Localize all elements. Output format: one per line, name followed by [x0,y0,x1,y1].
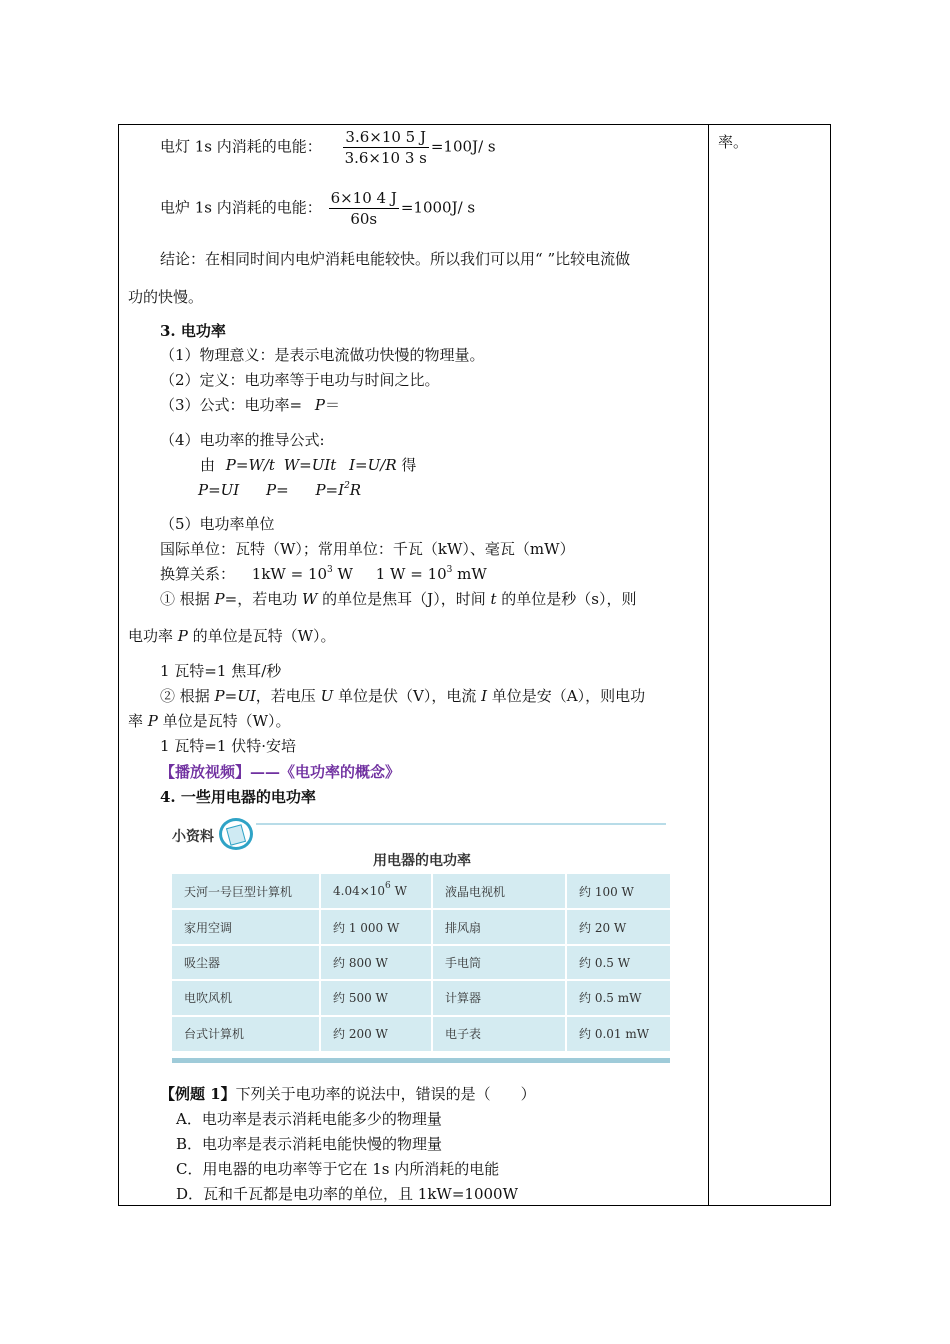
option-d: D．瓦和千瓦都是电功率的单位，且 1kW=1000W [176,1185,519,1203]
appliance-power [320,945,432,980]
conversion-mw [376,565,487,583]
info-table-title: 用电器的电功率 [373,853,471,869]
note-1-a: ① 根据 [160,590,215,608]
appliance-power-table [172,874,670,1051]
conversion-mw-exp: 3 [446,565,453,575]
note-1-c: 的单位是焦耳（J），时间 [317,590,491,608]
conversion-line [160,564,487,584]
equivalence-1: 1 瓦特=1 焦耳/秒 [160,662,282,680]
note-2-b: ，若电压 [255,687,321,705]
formula-p-blank: P= [266,481,289,499]
stove-energy-line [160,188,475,229]
conclusion-line-2: 功的快慢。 [128,288,204,306]
lamp-label: 电灯 1s 内消耗的电能： [160,137,322,156]
derive-line-2 [198,480,361,500]
info-book-icon [219,818,253,850]
item-3-text: （3）公式：电功率= [160,396,303,414]
power-value: 4.04×10 [333,884,386,899]
stove-fraction [329,188,399,229]
appliance-name: 液晶电视机 [432,874,566,909]
option-c: C．用电器的电功率等于它在 1s 内所消耗的电能 [176,1160,500,1178]
item-3-eq: ＝ [325,396,341,414]
stove-denominator: 60s [350,210,378,228]
stove-numerator: 6×10 4 J [330,189,397,207]
conversion-kw [252,565,353,583]
note-2-line-2 [128,711,291,731]
item-3 [160,395,340,415]
note-1-p: P [214,590,225,608]
note-1-w: W [301,590,318,608]
appliance-name: 排风扇 [432,909,566,944]
item-1: （1）物理意义：是表示电流做功快慢的物理量。 [160,346,485,364]
units-line: 国际单位：瓦特（W）；常用单位：千瓦（kW）、毫瓦（mW） [160,540,575,558]
lamp-energy-line [160,127,496,168]
lamp-denominator: 3.6×10 3 s [344,149,427,167]
item-5: （5）电功率单位 [160,515,275,533]
note-1-2-a: 电功率 [128,627,178,645]
info-label: 小资料 [172,829,214,845]
table-row [172,1016,670,1051]
equivalence-2: 1 瓦特=1 伏特·安培 [160,737,296,755]
note-2-i: I [481,687,488,705]
table-row [172,945,670,980]
power-value: 约 200 W [333,1027,388,1042]
formula-i-u-r: I=U/R [349,456,397,474]
note-2-a: ② 根据 [160,687,215,705]
column-divider [708,124,709,1206]
note-2-d: 单位是安（A），则电功 [487,687,646,705]
info-box [172,818,672,1068]
appliance-power [320,1016,432,1051]
appliance-power [320,909,432,944]
appliance-name: 手电筒 [432,945,566,980]
table-row [172,980,670,1015]
item-3-p: P [314,396,325,414]
power-value: 约 800 W [333,955,388,970]
example-tag: 【例题 1】 [160,1085,236,1103]
option-b: B．电功率是表示消耗电能快慢的物理量 [176,1135,443,1153]
note-2-2-a: 率 [128,712,148,730]
note-1-line-2 [128,626,336,646]
conversion-kw-base: 1kW = 10 [251,565,328,583]
video-link[interactable]: 【播放视频】——《电功率的概念》 [160,763,401,781]
appliance-power [320,980,432,1015]
note-2-2-b: 单位是瓦特（W）。 [157,712,291,730]
lamp-fraction [343,127,429,168]
option-a: A．电功率是表示消耗电能多少的物理量 [176,1110,442,1128]
formula-p-i2r-r: R [349,481,362,499]
appliance-power: 约 100 W [566,874,670,909]
note-2-formula: P=UI [214,687,256,705]
formula-p-i2r-base: P=I [315,481,345,499]
appliance-power: 约 0.5 W [566,945,670,980]
formula-p-w-t: P=W/t [225,456,275,474]
appliance-power: 约 0.5 mW [566,980,670,1015]
appliance-power [320,874,432,909]
section-4-title: 4. 一些用电器的电功率 [160,788,316,806]
conversion-kw-exp: 3 [327,565,333,575]
example-question-text: 下列关于电功率的说法中，错误的是（ ） [235,1085,536,1103]
note-1-t: t [490,590,497,608]
note-1-b: =，若电功 [224,590,302,608]
table-row [172,874,670,909]
conversion-kw-unit: W [332,565,353,583]
side-note: 率。 [718,133,749,151]
info-header-line [256,823,666,825]
table-bottom-bar [172,1058,670,1063]
power-value: 约 1 000 W [333,920,400,935]
note-2-u: U [320,687,334,705]
formula-w-uit: W=UIt [283,456,337,474]
appliance-name: 电吹风机 [172,980,320,1015]
appliance-name: 天河一号巨型计算机 [172,874,320,909]
appliance-power: 约 20 W [566,909,670,944]
formula-p-i2r-exp: 2 [344,481,350,491]
note-2-c: 单位是伏（V），电流 [333,687,482,705]
item-4: （4）电功率的推导公式: [160,431,325,449]
item-2: （2）定义：电功率等于电功与时间之比。 [160,371,440,389]
appliance-power: 约 0.01 mW [579,1027,650,1042]
conversion-mw-base: 1 W = 10 [375,565,447,583]
appliance-name: 电子表 [432,1016,566,1051]
conversion-label: 换算关系： [160,565,236,583]
conversion-mw-unit: mW [452,565,487,583]
appliance-name: 计算器 [432,980,566,1015]
note-1-2-b: 的单位是瓦特（W）。 [187,627,336,645]
note-1-d: 的单位是秒（s），则 [496,590,637,608]
appliance-name: 台式计算机 [172,1016,320,1051]
note-1-line-1 [160,589,636,609]
appliance-name: 吸尘器 [172,945,320,980]
lamp-result: =100J/ s [430,137,496,156]
conclusion-line-1: 结论：在相同时间内电炉消耗电能较快。所以我们可以用“ ”比较电流做 [160,250,631,268]
section-3-title: 3. 电功率 [160,322,226,340]
note-1-2-p: P [177,627,188,645]
appliance-name: 家用空调 [172,909,320,944]
formula-p-i2r [315,481,361,499]
derive-line-1 [200,455,416,475]
derive-prefix: 由 [200,456,216,474]
table-row [172,909,670,944]
formula-p-ui: P=UI [198,481,240,499]
note-2-line-1 [160,686,645,706]
power-exponent: 6 [385,881,391,892]
stove-result: =1000J/ s [400,198,476,217]
example-question [160,1084,536,1104]
derive-suffix: 得 [401,456,417,474]
power-unit: W [390,884,407,899]
note-2-2-p: P [147,712,158,730]
lamp-numerator: 3.6×10 5 J [343,127,429,148]
stove-label: 电炉 1s 内消耗的电能： [160,198,322,217]
power-value: 约 500 W [333,991,388,1006]
